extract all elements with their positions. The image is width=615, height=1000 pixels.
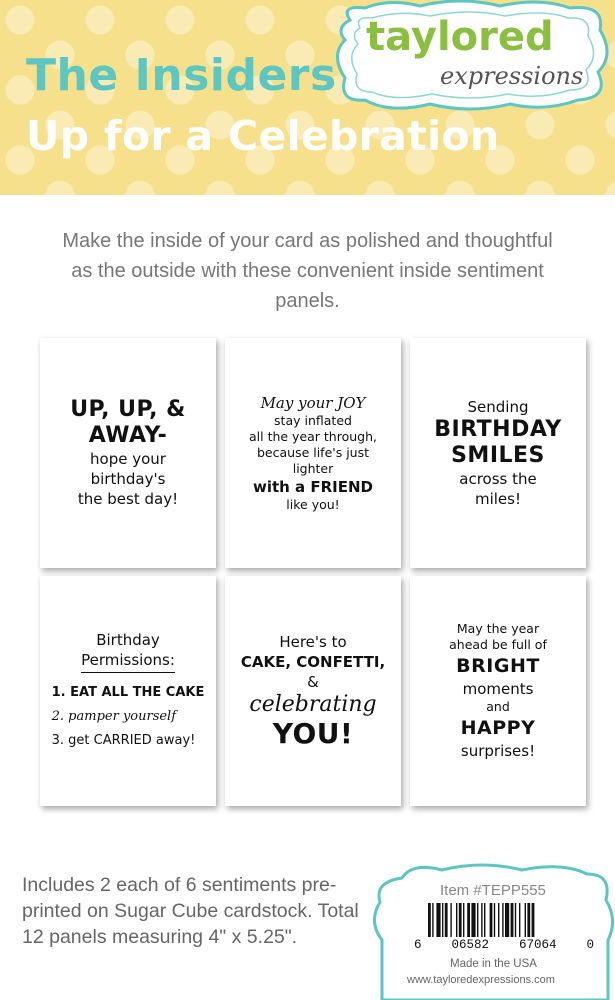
card-list-item: 3. get CARRIED away! [51, 732, 196, 748]
barcode-bar [519, 903, 520, 937]
card-list-item: 1. EAT ALL THE CAKE [51, 684, 205, 700]
product-line-title: The Insiders [26, 50, 337, 101]
card-text: ahead be full of [449, 637, 547, 652]
intro-text: Make the inside of your card as polished and thoughtful as the outside with these convenient inside sentiment panels. [62, 230, 553, 312]
brand-name: taylored [366, 14, 554, 60]
card-text: Permissions: [81, 650, 175, 673]
barcode-bar [459, 903, 462, 937]
card-text: birthday's [90, 470, 166, 488]
product-description: Includes 2 each of 6 sentiments pre-printed on Sugar Cube cardstock. Total 12 panels measuring 4" x 5.25". [22, 874, 359, 948]
card-text: Here's to [279, 633, 347, 651]
card-text: UP, UP, & [70, 397, 186, 422]
barcode-bar [456, 903, 457, 937]
card-text: moments [462, 680, 534, 698]
barcode-bar [463, 903, 464, 937]
barcode-bar [442, 903, 443, 937]
sentiment-panel-birthday-permissions [40, 576, 216, 806]
barcode-bar [484, 903, 485, 937]
card-text: YOU! [272, 717, 354, 750]
barcode-bar [450, 903, 451, 937]
barcode-digits [414, 938, 594, 952]
barcode-bar [436, 903, 440, 937]
card-text: like you! [286, 497, 340, 512]
card-text: miles! [474, 490, 521, 508]
card-text: stay inflated [274, 413, 352, 428]
card-text: and [486, 699, 510, 714]
barcode-bar [471, 903, 475, 937]
barcode-bar [498, 903, 499, 937]
barcode-digit-group: 0 [586, 938, 594, 952]
card-text: BIRTHDAY [434, 417, 562, 442]
barcode-digit-group: 67064 [518, 938, 557, 952]
barcode-image [428, 903, 578, 937]
card-list-item: 2. pamper yourself [51, 708, 177, 724]
card-text: & [307, 673, 319, 691]
barcode-bar [505, 903, 509, 937]
barcode-bar [532, 903, 535, 937]
card-text: HAPPY [460, 717, 536, 739]
barcode-digit-group: 6 [414, 938, 422, 952]
product-title: Up for a Celebration [26, 112, 500, 160]
card-text: May the year [456, 621, 540, 636]
sentiment-panel-birthday-smiles [410, 338, 586, 568]
card-text: the best day! [77, 490, 179, 508]
barcode-bar [511, 903, 514, 937]
barcode-bar [502, 903, 503, 937]
card-text: with a FRIEND [252, 478, 374, 496]
card-text: CAKE, CONFETTI, [240, 653, 386, 671]
barcode-bar [527, 903, 530, 937]
item-number: Item #TEPP555 [440, 882, 546, 899]
barcode-bar [525, 903, 526, 937]
sentiment-panel-up-up-away [40, 338, 216, 568]
sentiment-panel-cake-confetti [225, 576, 401, 806]
barcode-bar [445, 903, 448, 937]
card-text: surprises! [460, 742, 536, 760]
barcode-bar [494, 903, 495, 937]
card-text: because life's just lighter [256, 445, 370, 476]
barcode-bar [490, 903, 493, 937]
card-text: Sending [467, 398, 529, 416]
barcode-bar [432, 903, 433, 937]
card-text: all the year through, [248, 429, 377, 444]
barcode-bar [477, 903, 478, 937]
card-text: AWAY- [88, 423, 168, 448]
website-link: www.tayloredexpressions.com [407, 974, 555, 986]
barcode-bar [467, 903, 470, 937]
card-text: SMILES [451, 443, 545, 468]
made-in-label: Made in the USA [450, 958, 537, 970]
card-text: May your JOY [260, 394, 366, 412]
sentiment-panel-joy [225, 338, 401, 568]
barcode-bar [481, 903, 482, 937]
brand-subname: expressions [440, 62, 584, 90]
card-text: Birthday [96, 630, 160, 649]
barcode-bar [428, 903, 431, 937]
sentiment-panel-bright-moments [410, 576, 586, 806]
card-text: hope your [90, 450, 166, 468]
card-text: BRIGHT [456, 655, 540, 677]
barcode-bar [515, 903, 516, 937]
card-text: across the [459, 470, 537, 488]
card-text: celebrating [249, 692, 377, 717]
barcode-digit-group: 06582 [451, 938, 489, 952]
